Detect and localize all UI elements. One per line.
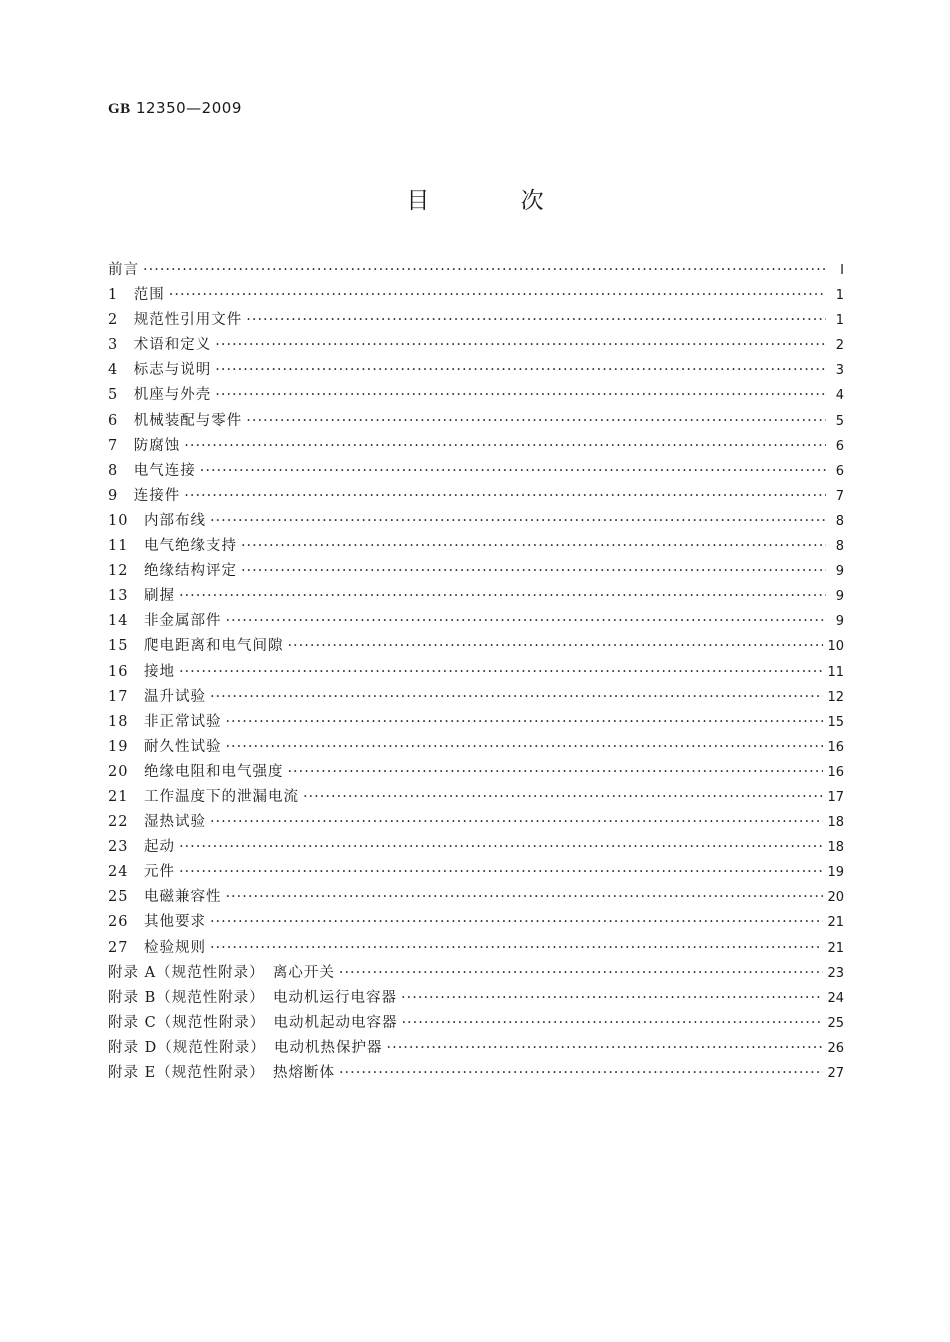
toc-entry[interactable]: [108, 785, 844, 810]
toc-entry-label: 16 接地: [108, 663, 175, 680]
toc-entry-label: 19 耐久性试验: [108, 738, 222, 755]
toc-entry-label: 18 非正常试验: [108, 713, 222, 730]
toc-leader-dots: [401, 990, 823, 1006]
toc-entry-label: 9 连接件: [108, 487, 181, 504]
toc-entry-label: 15 爬电距离和电气间隙: [108, 638, 284, 655]
toc-entry-page: 9: [835, 614, 844, 630]
toc-entry-label: 前言: [108, 262, 139, 278]
toc-entry-page: 9: [835, 589, 844, 605]
toc-entry-label: 附录 C（规范性附录） 电动机起动电容器: [108, 1014, 398, 1031]
toc-entry[interactable]: [108, 860, 844, 885]
toc-entry[interactable]: [108, 383, 844, 408]
toc-entry[interactable]: [108, 609, 844, 634]
toc-leader-dots: [179, 588, 826, 604]
toc-entry[interactable]: [108, 885, 844, 910]
toc-entry[interactable]: [108, 660, 844, 685]
table-of-contents: [108, 258, 844, 1086]
toc-leader-dots: [287, 638, 823, 654]
toc-entry-label: 13 刷握: [108, 588, 175, 605]
toc-entry-page: 18: [827, 840, 844, 856]
toc-leader-dots: [210, 814, 824, 830]
toc-entry[interactable]: [108, 358, 844, 383]
toc-entry-label: 5 机座与外壳: [108, 387, 212, 404]
toc-entry-page: 24: [827, 990, 844, 1006]
toc-entry[interactable]: [108, 534, 844, 559]
toc-leader-dots: [241, 538, 826, 554]
toc-leader-dots: [225, 613, 826, 629]
toc-leader-dots: [339, 1065, 824, 1081]
toc-leader-dots: [210, 940, 824, 956]
toc-entry-page: 16: [827, 764, 844, 780]
toc-entry-label: 14 非金属部件: [108, 613, 222, 630]
toc-entry-label: 22 湿热试验: [108, 814, 206, 831]
toc-entry-label: 11 电气绝缘支持: [108, 538, 237, 555]
standard-prefix: GB: [108, 101, 131, 117]
toc-entry-page: 2: [835, 338, 844, 354]
toc-entry-page: 10: [827, 639, 844, 655]
toc-entry-page: 20: [827, 890, 844, 906]
toc-entry-page: 17: [827, 789, 844, 805]
toc-entry-page: 3: [835, 363, 844, 379]
toc-leader-dots: [225, 739, 823, 755]
toc-entry[interactable]: [108, 710, 844, 735]
toc-leader-dots: [401, 1015, 823, 1031]
toc-entry[interactable]: [108, 685, 844, 710]
toc-entry[interactable]: [108, 735, 844, 760]
toc-entry[interactable]: [108, 760, 844, 785]
toc-entry-page: 1: [835, 288, 844, 304]
toc-entry-label: 21 工作温度下的泄漏电流: [108, 788, 299, 805]
toc-entry[interactable]: [108, 283, 844, 308]
toc-leader-dots: [215, 362, 826, 378]
toc-entry[interactable]: [108, 634, 844, 659]
toc-entry[interactable]: [108, 434, 844, 459]
toc-leader-dots: [179, 864, 824, 880]
toc-entry[interactable]: [108, 484, 844, 509]
toc-entry-page: 8: [835, 539, 844, 555]
toc-entry-label: 6 机械装配与零件: [108, 412, 243, 429]
toc-entry-label: 1 范围: [108, 287, 165, 304]
toc-entry-page: 6: [835, 463, 844, 479]
toc-entry-label: 25 电磁兼容性: [108, 889, 222, 906]
toc-entry-page: 5: [835, 413, 844, 429]
toc-leader-dots: [246, 312, 826, 328]
toc-entry-page: 1: [835, 313, 844, 329]
toc-entry[interactable]: [108, 308, 844, 333]
toc-entry-page: 26: [827, 1040, 844, 1056]
toc-leader-dots: [241, 563, 826, 579]
toc-entry-page: I: [840, 263, 844, 278]
toc-entry-label: 26 其他要求: [108, 914, 206, 931]
toc-leader-dots: [210, 914, 824, 930]
toc-entry-page: 7: [835, 488, 844, 504]
toc-leader-dots: [287, 764, 823, 780]
toc-entry-label: 17 温升试验: [108, 688, 206, 705]
toc-entry-page: 4: [835, 388, 844, 404]
toc-entry-label: 20 绝缘电阻和电气强度: [108, 763, 284, 780]
toc-entry-label: 2 规范性引用文件: [108, 312, 243, 329]
toc-entry[interactable]: [108, 986, 844, 1011]
toc-entry-label: 12 绝缘结构评定: [108, 563, 237, 580]
toc-entry-page: 25: [827, 1015, 844, 1031]
toc-leader-dots: [386, 1040, 823, 1056]
toc-entry[interactable]: [108, 258, 844, 283]
page-title: 目 次: [406, 188, 586, 214]
toc-entry-label: 24 元件: [108, 864, 175, 881]
toc-leader-dots: [303, 789, 824, 805]
toc-entry[interactable]: [108, 1061, 844, 1086]
toc-entry[interactable]: [108, 333, 844, 358]
toc-entry[interactable]: [108, 584, 844, 609]
toc-entry-label: 7 防腐蚀: [108, 437, 181, 454]
toc-leader-dots: [210, 689, 824, 705]
toc-entry-label: 附录 A（规范性附录） 离心开关: [108, 964, 335, 981]
toc-leader-dots: [246, 413, 826, 429]
toc-leader-dots: [210, 513, 826, 529]
toc-entry-page: 6: [835, 438, 844, 454]
toc-entry-page: 21: [827, 915, 844, 931]
toc-leader-dots: [184, 488, 826, 504]
toc-entry[interactable]: [108, 559, 844, 584]
toc-entry-page: 12: [827, 689, 844, 705]
toc-entry-label: 23 起动: [108, 839, 175, 856]
toc-leader-dots: [143, 262, 826, 278]
toc-entry-label: 附录 B（规范性附录） 电动机运行电容器: [108, 989, 398, 1006]
toc-entry[interactable]: [108, 1011, 844, 1036]
toc-entry-page: 9: [835, 564, 844, 580]
toc-entry-label: 8 电气连接: [108, 462, 196, 479]
toc-entry-page: 18: [827, 815, 844, 831]
toc-leader-dots: [169, 287, 826, 303]
toc-entry[interactable]: [108, 1036, 844, 1061]
toc-entry-label: 10 内部布线: [108, 512, 206, 529]
toc-entry-page: 23: [827, 965, 844, 981]
toc-entry-label: 附录 D（规范性附录） 电动机热保护器: [108, 1039, 383, 1056]
toc-leader-dots: [184, 438, 826, 454]
standard-number: 12350—2009: [135, 99, 242, 117]
toc-entry[interactable]: [108, 409, 844, 434]
toc-entry-page: 15: [827, 714, 844, 730]
toc-leader-dots: [225, 714, 823, 730]
toc-leader-dots: [179, 664, 824, 680]
toc-entry-label: 3 术语和定义: [108, 337, 212, 354]
toc-entry-label: 27 检验规则: [108, 939, 206, 956]
toc-entry-page: 16: [827, 739, 844, 755]
toc-entry[interactable]: [108, 910, 844, 935]
toc-entry[interactable]: [108, 961, 844, 986]
toc-leader-dots: [200, 463, 826, 479]
toc-entry-label: 4 标志与说明: [108, 362, 212, 379]
toc-entry[interactable]: [108, 509, 844, 534]
toc-entry-page: 8: [835, 513, 844, 529]
toc-entry[interactable]: [108, 810, 844, 835]
toc-entry-page: 27: [827, 1066, 844, 1081]
toc-entry[interactable]: [108, 936, 844, 961]
toc-entry[interactable]: [108, 835, 844, 860]
toc-entry-label: 附录 E（规范性附录） 热熔断体: [108, 1065, 335, 1081]
toc-leader-dots: [225, 889, 823, 905]
toc-leader-dots: [215, 387, 826, 403]
toc-leader-dots: [215, 337, 826, 353]
toc-entry-page: 21: [827, 940, 844, 956]
toc-entry-page: 19: [827, 865, 844, 881]
toc-leader-dots: [179, 839, 824, 855]
toc-leader-dots: [339, 965, 824, 981]
toc-entry-page: 11: [827, 664, 844, 680]
toc-entry[interactable]: [108, 459, 844, 484]
document-header: [108, 99, 242, 118]
